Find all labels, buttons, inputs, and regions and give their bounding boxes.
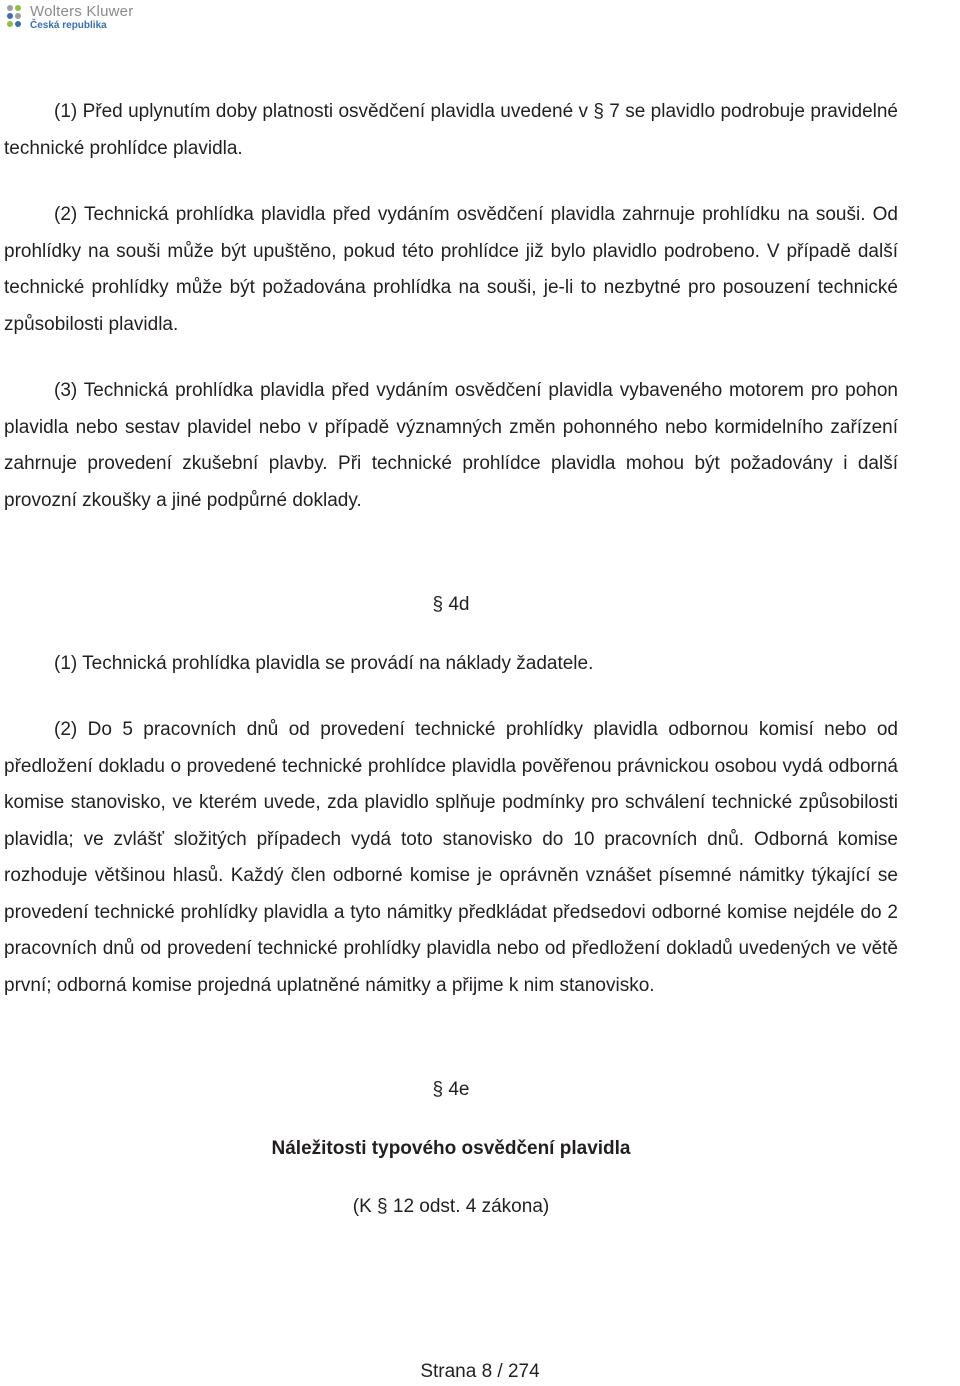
paragraph-1: (1) Před uplynutím doby platnosti osvědčení plavidla uvedené v § 7 se plavidlo podrobuje pravidelné technické prohlídce plavidla.	[4, 101, 898, 159]
section-4d-paragraph-2: (2) Do 5 pracovních dnů od provedení technické prohlídky plavidla odbornou komisí nebo od předložení dokladu o provedené technické prohlídce plavidla pověřenou právnickou osobou vydá odborná komise stanovisko, ve kterém uvede, zda plavidlo splňuje podmínky pro schválení technické způsobilosti plavidla; ve zvlášť složitých případech vydá toto stanovisko do 10 pracovních dnů. Odborná komise rozhoduje většinou hlasů. Každý člen odborné komise je oprávněn vznášet písemné námitky týkající se provedení technické prohlídky plavidla a tyto námitky předkládat předsedovi odborné komise nejdéle do 2 pracovních dnů od provedení technické prohlídky plavidla nebo od předložení dokladů uvedených ve větě první; odborná komise projedná uplatněné námitky a přijme k nim stanovisko.	[4, 719, 898, 996]
logo-brand-name: Wolters Kluwer	[30, 3, 134, 20]
wolters-kluwer-logo-icon	[4, 3, 26, 29]
section-4e-reference: (K § 12 odst. 4 zákona)	[352, 1196, 550, 1217]
paragraph-2-part-a: (2) Technická prohlídka plavidla před vydáním osvědčení plavidla zahrnuje prohlídku na souši.	[54, 204, 866, 225]
logo-subtitle: Česká republika	[30, 20, 107, 31]
paragraph-2	[4, 197, 898, 343]
paragraph-3: (3) Technická prohlídka plavidla před vydáním osvědčení plavidla vybaveného motorem pro pohon plavidla nebo sestav plavidel nebo v případě významných změn pohonného nebo kormidelního zařízení zahrnuje provedení zkušební plavby. Při technické prohlídce plavidla mohou být požadovány i další provozní zkoušky a jiné podpůrné doklady.	[4, 380, 898, 511]
section-4e-title: Náležitosti typového osvědčení plavidla	[271, 1137, 631, 1159]
page-number: Strana 8 / 274	[420, 1361, 540, 1382]
section-4d-number: § 4d	[432, 594, 470, 615]
paragraph-2-part-b: Od prohlídky na souši může být upuštěno, pokud této prohlídce již bylo plavidlo podrobeno. V případě další technické prohlídky může být požadována prohlídka na souši, je-li to nezbytné pro posouzení technické způsobilosti plavidla.	[4, 204, 899, 335]
publisher-logo	[4, 3, 133, 32]
section-4e-number: § 4e	[432, 1079, 470, 1100]
section-4d-paragraph-1: (1) Technická prohlídka plavidla se provádí na náklady žadatele.	[54, 652, 594, 674]
document-body	[4, 94, 898, 1226]
